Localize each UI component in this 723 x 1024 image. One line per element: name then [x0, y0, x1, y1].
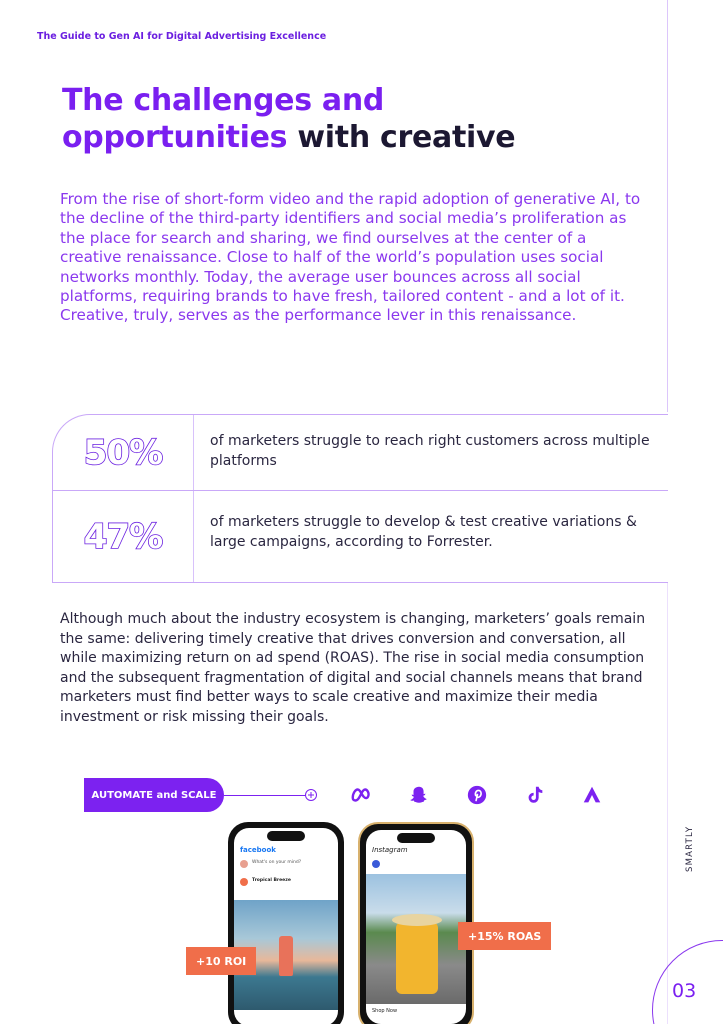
stat-row	[52, 491, 668, 583]
suitcase-shape	[396, 922, 438, 994]
phone-notch	[267, 831, 305, 841]
avatar	[240, 878, 248, 886]
pinterest-icon	[466, 784, 488, 806]
tiktok-icon	[524, 784, 546, 806]
stat-value-cell	[53, 415, 194, 490]
product-image	[366, 874, 466, 1004]
roas-badge: +15% ROAS	[458, 922, 551, 950]
phone-screen	[366, 830, 466, 1024]
stat-row	[52, 414, 668, 491]
right-divider	[667, 0, 668, 412]
post-author: Tropical Breeze	[252, 878, 291, 883]
phone-notch	[397, 833, 435, 843]
hat-shape	[392, 914, 442, 926]
title-rest: with creative	[287, 120, 516, 155]
stat-value: 50%	[83, 432, 163, 473]
title-line-1: The challenges and	[62, 83, 385, 118]
connector-line	[224, 795, 306, 796]
plus-circle-icon	[305, 789, 317, 801]
stat-description: of marketers struggle to reach right customers across multiple platforms	[210, 433, 650, 469]
phone-screen	[234, 828, 338, 1024]
snapchat-icon	[408, 784, 430, 806]
stat-value: 47%	[83, 516, 163, 557]
meta-icon	[350, 784, 372, 806]
body-paragraph: Although much about the industry ecosystem is changing, marketers’ goals remain the same: delivering timely creative that drives conversion and conversation, all while maximizing return on ad spend (ROAS). The rise in social media consumption and the subsequent fragmentation of digital and social channels means that brand marketers must find better ways to scale creative and maximize their media investment or risk missing their goals.	[60, 611, 646, 725]
stats-table	[52, 414, 668, 583]
title-accent: opportunities	[62, 120, 288, 155]
avatar	[372, 860, 380, 868]
page-number: 03	[672, 980, 697, 1002]
prompt-text: What's on your mind?	[252, 860, 302, 865]
instagram-phone-mockup	[358, 822, 474, 1024]
brand-label: SMARTLY	[685, 825, 695, 872]
bottle-shape	[279, 936, 293, 976]
right-divider-lower	[667, 582, 668, 1024]
avatar	[240, 860, 248, 868]
facebook-phone-mockup	[228, 822, 344, 1024]
automate-scale-label: AUTOMATE and SCALE	[84, 778, 224, 812]
page-title	[62, 82, 662, 156]
guide-eyebrow: The Guide to Gen AI for Digital Advertising Excellence	[37, 31, 327, 42]
intro-paragraph: From the rise of short-form video and the rapid adoption of generative AI, to the decline of the third-party identifiers and social media’s proliferation as the place for search and sharing, we find ourselves at the center of a creative renaissance. Close to half of the world’s population uses social networks monthly. Today, the average user bounces across all social platforms, requiring brands to have fresh, tailored content - and a lot of it. Creative, truly, serves as the performance lever in this renaissance.	[60, 190, 641, 325]
arrow-logo-icon	[581, 784, 603, 806]
shop-now-link[interactable]: Shop Now	[372, 1008, 398, 1014]
roi-badge: +10 ROI	[186, 947, 256, 975]
app-name: Instagram	[372, 846, 408, 854]
stat-description: of marketers struggle to develop & test creative variations & large campaigns, according to Forrester.	[210, 514, 637, 550]
app-name: facebook	[240, 846, 276, 854]
stat-value-cell	[53, 491, 194, 582]
